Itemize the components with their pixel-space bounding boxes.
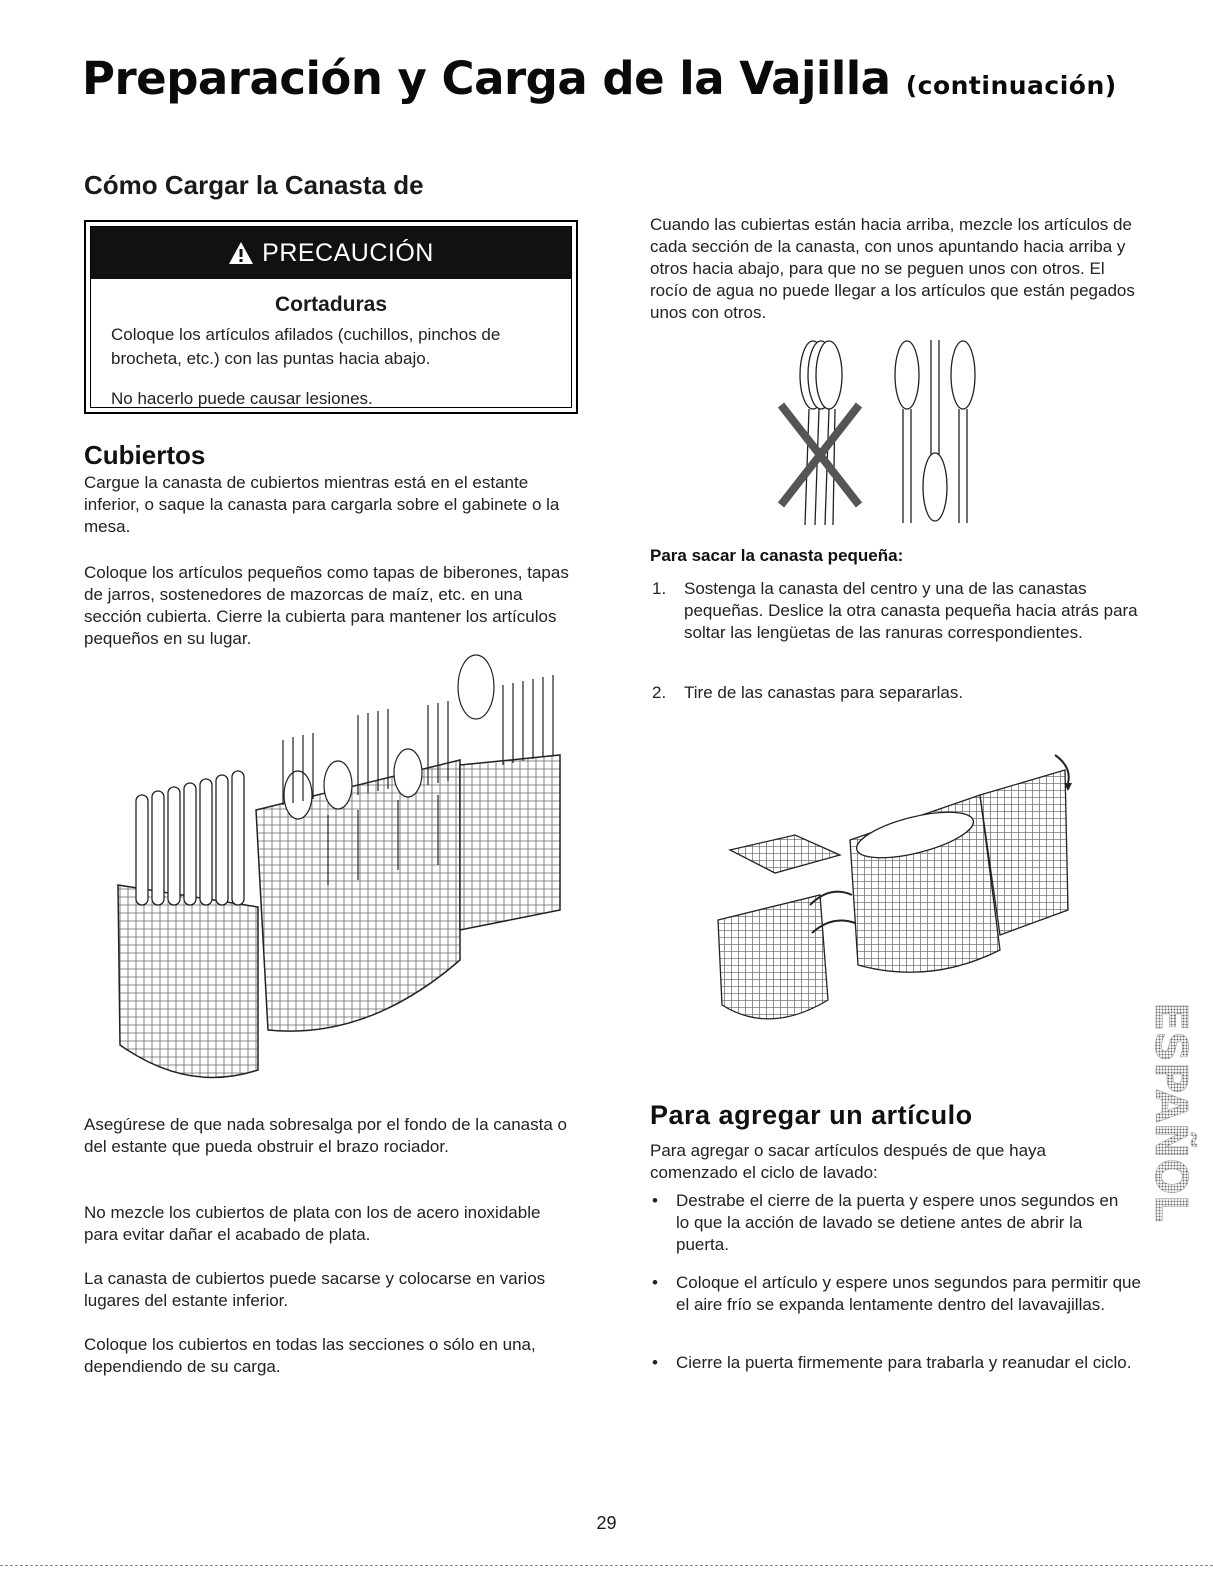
cubiertos-paragraph-5: La canasta de cubiertos puede sacarse y colocarse en varios lugares del estante inferior. [84, 1269, 546, 1310]
page-title-suffix: (continuación) [905, 71, 1117, 100]
caution-header-label: PRECAUCIÓN [262, 238, 434, 267]
add-item-heading: Para agregar un artículo [650, 1100, 973, 1130]
caution-header [91, 227, 571, 279]
page-bottom-border [0, 1565, 1213, 1566]
section-title: Cómo Cargar la Canasta de [84, 170, 424, 200]
cubiertos-paragraph-2: Coloque los artículos pequeños como tapas de biberones, tapas de jarros, sostenedores de mazorcas de maíz, etc. en una sección cubierta. Cierre la cubierta para mantener los artículos pequeños en su lugar. [84, 563, 569, 648]
caution-consequence: No hacerlo puede causar lesiones. [111, 389, 373, 408]
language-side-tab-label: ESPAÑOL [1145, 1002, 1196, 1229]
warning-triangle-icon [228, 241, 254, 265]
bullet-3-marker: • [652, 1353, 658, 1372]
step-2-text: Tire de las canastas para separarlas. [684, 683, 964, 702]
caution-box [84, 220, 578, 414]
bullet-1-marker: • [652, 1191, 658, 1210]
hazard-title: Cortaduras [274, 293, 388, 316]
cubiertos-paragraph-6: Coloque los cubiertos en todas las secciones o sólo en una, dependiendo de su carga. [84, 1335, 536, 1376]
add-item-intro: Para agregar o sacar artículos después de que haya comenzado el ciclo de lavado: [650, 1141, 1046, 1182]
step-1-text: Sostenga la canasta del centro y una de las canastas pequeñas. Deslice la otra canasta pequeña hacia atrás para soltar las lengüetas de las ranuras correspondientes. [684, 579, 1138, 642]
bullet-3-text: Cierre la puerta firmemente para trabarla y reanudar el ciclo. [676, 1353, 1132, 1372]
bullet-1-text: Destrabe el cierre de la puerta y espere unos segundos en lo que la acción de lavado se detiene antes de abrir la puerta. [676, 1191, 1119, 1254]
step-1-number: 1. [652, 579, 667, 598]
bullet-2-marker: • [652, 1273, 658, 1292]
nesting-spoons-illustration [775, 335, 980, 530]
cubiertos-heading: Cubiertos [84, 440, 206, 470]
mix-paragraph: Cuando las cubiertas están hacia arriba, mezcle los artículos de cada sección de la canasta, con unos apuntando hacia arriba y otros hacia abajo, para que no se peguen unos con otros. El rocío de agua no puede llegar a los artículos que están pegados unos con otros. [650, 215, 1135, 322]
bullet-2-text: Coloque el artículo y espere unos segundos para permitir que el aire frío se expanda lentamente dentro del lavavajillas. [676, 1273, 1141, 1314]
page-title [82, 52, 1117, 105]
cubiertos-paragraph-4: No mezcle los cubiertos de plata con los de acero inoxidable para evitar dañar el acabado de plata. [84, 1203, 541, 1244]
cubiertos-paragraph-3: Asegúrese de que nada sobresalga por el fondo de la canasta o del estante que pueda obstruir el brazo rociador. [84, 1115, 567, 1156]
step-2-number: 2. [652, 683, 667, 702]
silverware-basket-illustration [108, 645, 580, 1095]
basket-separation-illustration [700, 745, 1080, 1045]
remove-basket-heading: Para sacar la canasta pequeña: [650, 546, 904, 565]
page-number: 29 [596, 1513, 617, 1533]
caution-box-inner [90, 226, 572, 408]
caution-text: Coloque los artículos afilados (cuchillos, pinchos de brocheta, etc.) con las puntas hacia abajo. [111, 325, 501, 368]
language-side-tab [1145, 996, 1196, 1229]
page-title-main: Preparación y Carga de la Vajilla [82, 52, 891, 105]
cubiertos-paragraph-1: Cargue la canasta de cubiertos mientras está en el estante inferior, o saque la canasta para cargarla sobre el gabinete o la mesa. [84, 473, 560, 536]
